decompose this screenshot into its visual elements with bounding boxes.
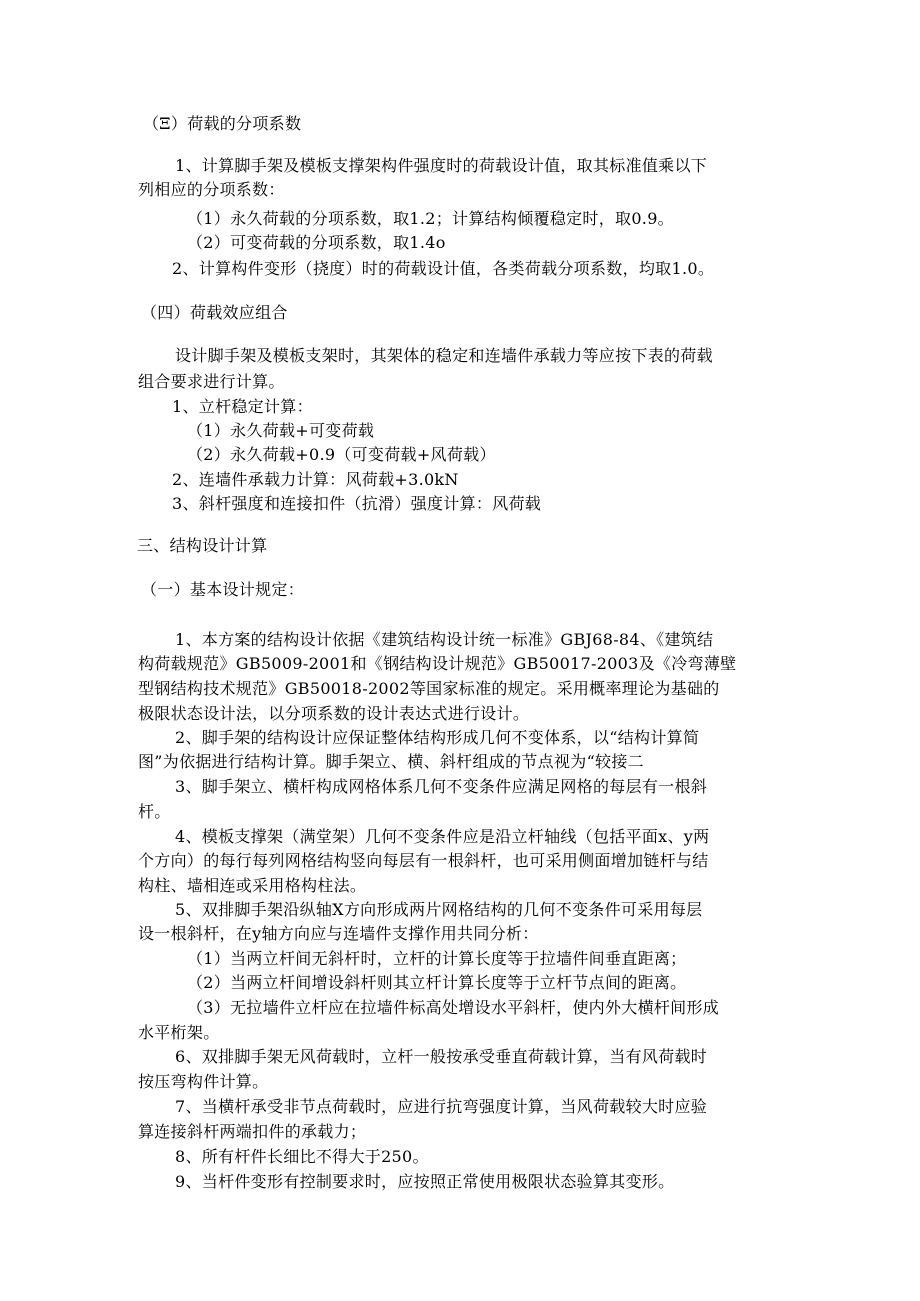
paragraph-line: 算连接斜杆两端扣件的承载力； (138, 1122, 367, 1141)
paragraph-line: 杆。 (138, 802, 171, 821)
paragraph-line: 1、本方案的结构设计依据《建筑结构设计统一标准》GBJ68-84、《建筑结 (175, 630, 714, 649)
paragraph-line: 1、立杆稳定计算： (172, 397, 313, 416)
paragraph-line: 水平桁架。 (138, 1023, 220, 1042)
paragraph-line: （1）当两立杆间无斜杆时，立杆的计算长度等于拉墙件间垂直距离； (187, 949, 687, 968)
paragraph-line: （2）当两立杆间增设斜杆则其立杆计算长度等于立杆节点间的距离。 (187, 973, 687, 992)
paragraph-line: 组合要求进行计算。 (138, 372, 285, 391)
paragraph-line: 图”为依据进行结构计算。脚手架立、横、斜杆组成的节点视为“较接二 (138, 752, 644, 771)
paragraph-line: 设计脚手架及模板支架时，其架体的稳定和连墙件承载力等应按下表的荷载 (175, 346, 713, 365)
paragraph-line: 构荷载规范》GB5009-2001和《钢结构设计规范》GB50017-2003及《冷弯薄壁 (138, 654, 737, 673)
paragraph-line: 极限状态设计法，以分项系数的设计表达式进行设计。 (138, 704, 530, 723)
section-heading-structural-design: 三、结构设计计算 (137, 536, 268, 555)
paragraph-line: 9、当杆件变形有控制要求时，应按照正常使用极限状态验算其变形。 (175, 1172, 675, 1191)
paragraph-line: 列相应的分项系数： (138, 180, 285, 199)
paragraph-line: 7、当横杆承受非节点荷载时，应进行抗弯强度计算，当风荷载较大时应验 (175, 1097, 708, 1116)
paragraph-line: 3、脚手架立、横杆构成网格体系几何不变条件应满足网格的每层有一根斜 (175, 777, 708, 796)
section-heading-load-factors: （Ξ）荷载的分项系数 (143, 114, 302, 133)
paragraph-line: 按压弯构件计算。 (138, 1072, 269, 1091)
paragraph-line: 5、双排脚手架沿纵轴X方向形成两片网格结构的几何不变条件可采用每层 (175, 900, 703, 919)
paragraph-line: （1）永久荷载+可变荷载 (187, 421, 375, 440)
paragraph-line: （2）可变荷载的分项系数，取1.4o (187, 233, 446, 252)
paragraph-line: （3）无拉墙件立杆应在拉墙件标高处增设水平斜杆，使内外大横杆间形成 (187, 998, 720, 1017)
paragraph-line: 2、计算构件变形（挠度）时的荷载设计值，各类荷载分项系数，均取1.0。 (172, 259, 715, 278)
paragraph-line: （1）永久荷载的分项系数，取1.2；计算结构倾覆稳定时，取0.9。 (187, 209, 674, 228)
section-heading-basic-rules: （一）基本设计规定： (141, 580, 305, 599)
paragraph-line: 3、斜杆强度和连接扣件（抗滑）强度计算：风荷载 (172, 494, 542, 513)
paragraph-line: 个方向）的每行每列网格结构竖向每层有一根斜杆，也可采用侧面增加链杆与结 (138, 851, 709, 870)
paragraph-line: 型钢结构技术规范》GB50018-2002等国家标准的规定。采用概率理论为基础的 (138, 679, 720, 698)
section-heading-load-combination: （四）荷载效应组合 (141, 303, 288, 322)
paragraph-line: 1、计算脚手架及模板支撑架构件强度时的荷载设计值，取其标准值乘以下 (175, 156, 708, 175)
paragraph-line: 4、模板支撑架（满堂架）几何不变条件应是沿立杆轴线（包括平面x、y两 (175, 827, 710, 846)
paragraph-line: 2、连墙件承载力计算：风荷载+3.0kN (172, 470, 459, 489)
paragraph-line: 设一根斜杆，在y轴方向应与连墙件支撑作用共同分析： (138, 924, 539, 943)
paragraph-line: 8、所有杆件长细比不得大于250。 (175, 1147, 429, 1166)
paragraph-line: 6、双排脚手架无风荷载时，立杆一般按承受垂直荷载计算，当有风荷载时 (175, 1047, 708, 1066)
paragraph-line: （2）永久荷载+0.9（可变荷载+风荷载） (187, 445, 496, 464)
paragraph-line: 2、脚手架的结构设计应保证整体结构形成几何不变体系，以“结构计算简 (175, 728, 700, 747)
paragraph-line: 构柱、墙相连或采用格构柱法。 (138, 876, 367, 895)
